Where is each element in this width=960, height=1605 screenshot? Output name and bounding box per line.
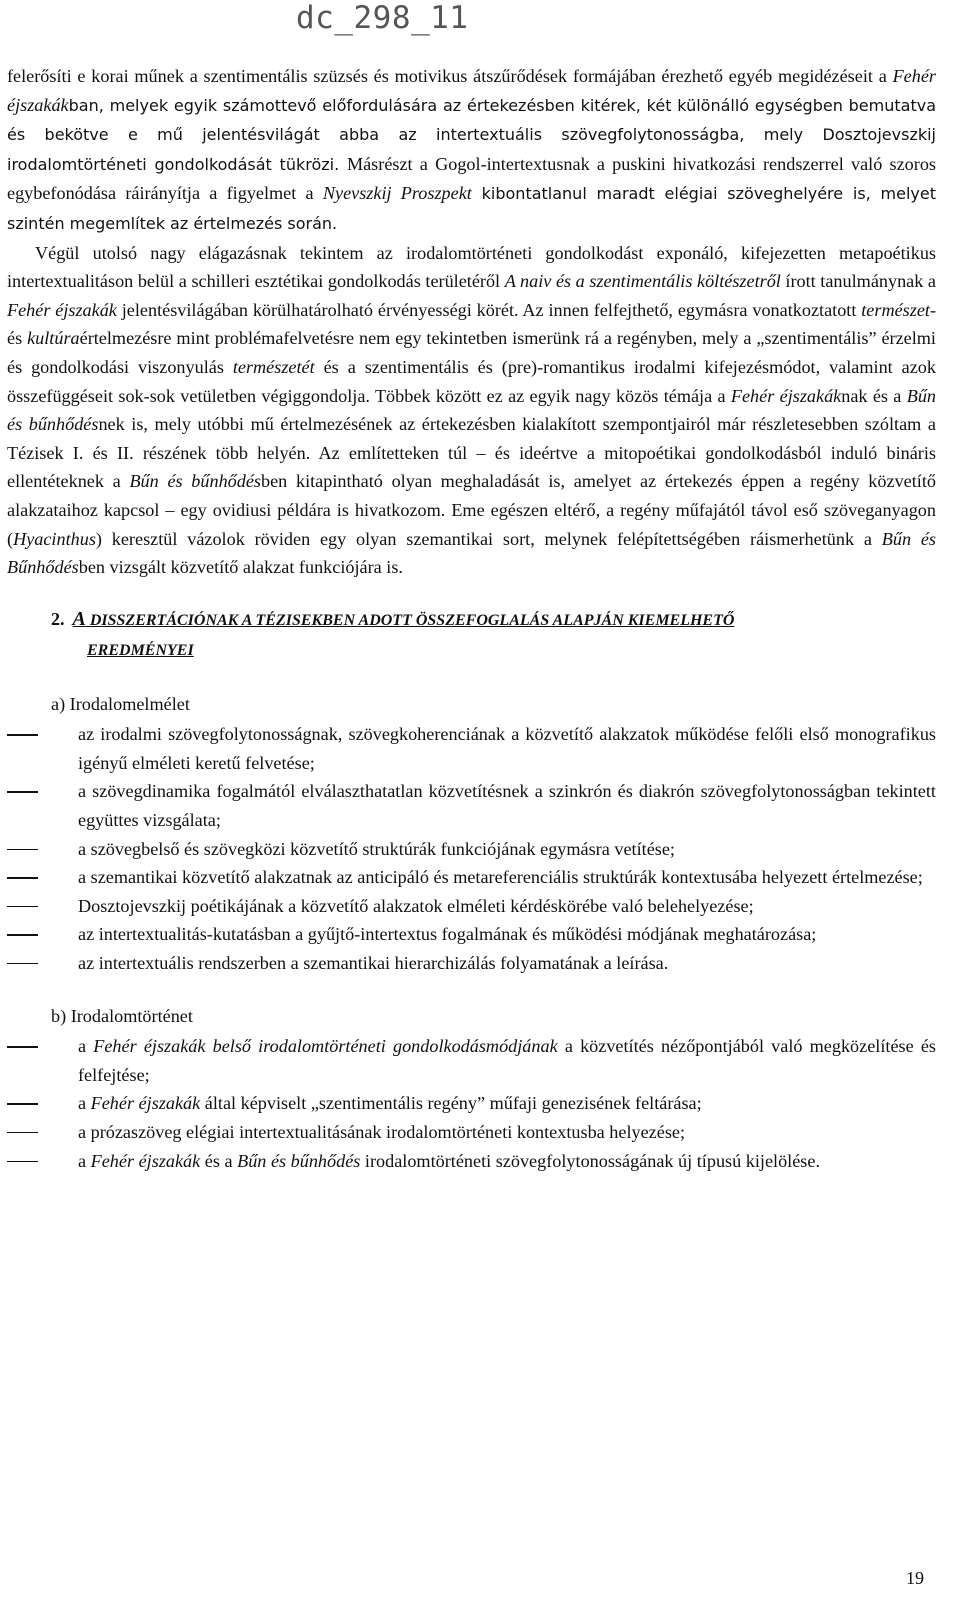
text-run: és a szentimentális és (pre)-romantikus irodalmi kifejezésmódot, valamint azok összefüggéseit sok-sok vetületben végiggondolja. Többek között ez az egyik nagy közös témája a: [7, 356, 936, 406]
italic-run: Fehér éjszakák: [7, 299, 117, 320]
subsection-title-a: a) Irodalomelmélet: [51, 693, 190, 714]
text-run: Végül utolsó nagy elágazásnak tekintem az irodalomtörténeti gondolkodást exponáló, kifejezetten metapoétikus intertextualitáson belül a schilleri esztétikai gondolkodás területéről: [7, 242, 936, 292]
list-item: [7, 1147, 936, 1176]
text-run: a: [78, 1036, 94, 1057]
text-run: ben kitapintható olyan meghaladását is, amelyet az értekezés éppen a regény közvetítő alakzataihoz kapcsol – egy ovidiusi példára is hivatkozom. Eme egészen eltérő, a regény műfajától távol eső szöveganyagon (: [7, 471, 936, 549]
list-item: [7, 1118, 936, 1147]
text-run: a prózaszöveg elégiai intertextualitásának irodalomtörténeti kontextusba helyezése;: [78, 1122, 686, 1142]
text-run: az intertextualitás-kutatásban a gyűjtő-intertextus fogalmának és működési módjának meghatározása;: [78, 924, 817, 945]
text-run: felerősíti e korai műnek a szentimentális szüzsés és motivikus átszűrődések formájában érezhető egyéb megidézéseit a: [7, 66, 893, 86]
text-run: a: [78, 1093, 91, 1114]
text-run: Másrészt a Gogol-intertextusnak a puskini hivatkozási rendszerrel való szoros egybefonódása ráirányítja a figyelmet a: [7, 153, 936, 204]
italic-run: Bűn és bűnhődés: [7, 385, 937, 435]
text-run: nek is, mely utóbbi mű értelmezésének az értekezésben kialakított szempontjairól már részletesebben szóltam a Tézisek I. és II. részének több helyén. Az említetteken túl – és ideértve a mitopoétikai gondolkodásból induló bináris ellentéteknek a: [7, 414, 936, 492]
section-number: 2.: [51, 608, 65, 629]
text-run: a szövegbelső és szövegközi közvetítő struktúrák funkciójának egymásra vetítése;: [78, 838, 675, 859]
italic-run: Bűn és Bűnhődés: [7, 528, 936, 578]
document-page: [7, 62, 936, 1175]
text-run: ban, melyek egyik számottevő előfordulására az értekezésben kitérek, két különálló egységben bemutatva és bekötve e mű jelentésvilágát abba az intertextuális szövegfolytonosságba, mely Dosztojevszkij irodalomtörténeti gondolkodását tükrözi.: [7, 95, 936, 174]
italic-run: Bűn és bűnhődés: [237, 1150, 361, 1171]
text-run: írott tanulmánynak a: [780, 271, 936, 292]
text-run: a közvetítés nézőpontjából való megközelítése és felfejtése;: [78, 1036, 936, 1085]
italic-run: Fehér éjszakák belső irodalomtörténeti gondolkodásmódjának: [93, 1036, 558, 1057]
section-heading-line1: DISSZERTÁCIÓNAK A TÉZISEKBEN ADOTT ÖSSZEFOGLALÁS ALAPJÁN KIEMELHETŐ: [85, 611, 735, 629]
italic-run: kultúra: [27, 328, 80, 349]
section-heading: [51, 604, 936, 666]
list-item: [7, 720, 936, 777]
document-code-header: dc_298_11: [296, 0, 469, 36]
list-item: [7, 777, 936, 834]
list-item: [7, 835, 936, 864]
text-run: ) keresztül vázolok röviden egy olyan szemantikai sort, melynek felépítettségében ráismerhetünk a: [95, 528, 882, 549]
italic-run: Fehér éjszakák: [90, 1150, 201, 1171]
italic-run: természet-: [861, 299, 936, 320]
list-item: [7, 1032, 936, 1089]
text-run: irodalomtörténeti szövegfolytonosságának új típusú kijelölése.: [360, 1150, 821, 1171]
paragraph-1: [7, 62, 936, 239]
text-run: értelmezésre mint problémafelvetésre nem egy tekintetben ismerünk rá a regényben, mely a „szentimentális” érzelmi és gondolkodási viszonyulás: [7, 328, 936, 377]
list-item: [7, 863, 936, 892]
text-run: a szövegdinamika fogalmától elválaszthatatlan közvetítésnek a szinkrón és diakrón szövegfolytonosságban tekintett együttes vizsgálata;: [78, 781, 936, 831]
text-run: nak és a: [841, 385, 907, 406]
section-heading-line2: EREDMÉNYEI: [87, 641, 194, 659]
text-run: a: [78, 1150, 91, 1171]
text-run: és: [7, 328, 28, 349]
paragraph-2: [7, 239, 936, 582]
list-item: [7, 949, 936, 978]
text-run: Dosztojevszkij poétikájának a közvetítő alakzatok elméleti kérdéskörébe való belehelyezése;: [78, 895, 754, 916]
italic-run: Fehér éjszakák: [90, 1093, 201, 1114]
italic-run: Fehér éjszakák: [730, 385, 842, 406]
italic-run: Nyevszkij Proszpekt: [322, 183, 472, 204]
text-run: által képviselt „szentimentális regény” műfaji genezisének feltárása;: [200, 1093, 702, 1114]
text-run: és a: [200, 1150, 238, 1171]
list-item: [7, 892, 936, 921]
text-run: kibontatlanul maradt elégiai szöveghelyére is, melyet szintén megemlítek az értelmezés során.: [7, 184, 936, 233]
list-irodalomtortenet: [7, 1032, 936, 1175]
text-run: ben vizsgált közvetítő alakzat funkciójára is.: [78, 557, 403, 578]
text-run: az irodalmi szövegfolytonosságnak, szövegkoherenciának a közvetítő alakzatok működése felőli első monografikus igényű elméleti keretű felvetése;: [78, 724, 936, 773]
italic-run: Fehér éjszakák: [7, 66, 936, 115]
italic-run: természetét: [232, 356, 315, 377]
text-run: az intertextuális rendszerben a szemantikai hierarchizálás folyamatának a leírása.: [78, 953, 669, 974]
section-heading-first-letter: A: [72, 607, 86, 630]
italic-run: Hyacinthus: [13, 528, 96, 549]
list-item: [7, 920, 936, 949]
text-run: jelentésvilágában körülhatárolható érvényességi körét. Az innen felfejthető, egymásra vonatkoztatott: [116, 299, 862, 320]
italic-run: A naiv és a szentimentális költészetről: [504, 271, 781, 292]
list-item: [7, 1089, 936, 1118]
page-number: 19: [906, 1568, 924, 1588]
italic-run: Bűn és bűnhődés: [129, 471, 262, 492]
subsection-title-b: b) Irodalomtörténet: [51, 1005, 193, 1026]
list-irodalomelmelet: [7, 720, 936, 977]
text-run: a szemantikai közvetítő alakzatnak az anticipáló és metareferenciális struktúrák kontextusába helyezett értelmezése;: [78, 867, 923, 888]
